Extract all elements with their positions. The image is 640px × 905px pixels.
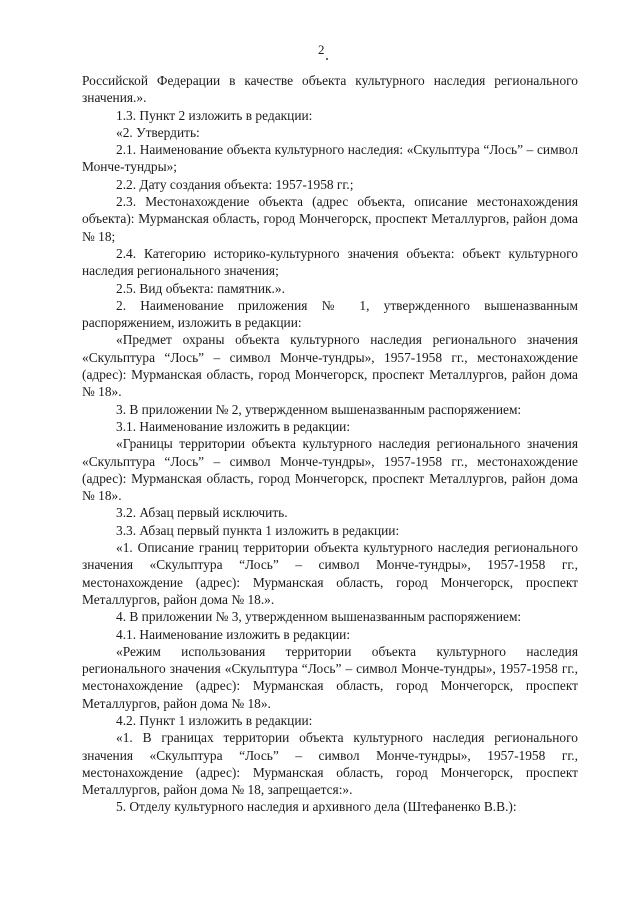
scan-speck xyxy=(326,58,328,60)
paragraph-2-3: 2.3. Местонахождение объекта (адрес объекта, описание местонахождения объекта): Мурманская область, город Мончегорск, проспект Металлургов, район дома № 18; xyxy=(82,194,578,244)
paragraph-1-3: 1.3. Пункт 2 изложить в редакции: xyxy=(116,107,313,123)
paragraph-protection-subject: «Предмет охраны объекта культурного наследия регионального значения «Скульптура “Лось” – символ Монче-тундры», 1957-1958 гг., местонахождение (адрес): Мурманская область, город Мончегорск, проспект Металлургов, район дома № 18». xyxy=(82,332,578,400)
paragraph-3-1: 3.1. Наименование изложить в редакции: xyxy=(116,418,351,434)
paragraph-5: 5. Отделу культурного наследия и архивного дела (Штефаненко В.В.): xyxy=(116,799,517,815)
paragraph-2-4: 2.4. Категорию историко-культурного значения объекта: объект культурного наследия регионального значения; xyxy=(82,245,578,279)
paragraph-prohibited: «1. В границах территории объекта культурного наследия регионального значения «Скульптура “Лось” – символ Монче-тундры», 1957-1958 гг., местонахождение (адрес): Мурманская область, город Мончегорск, проспект Металлургов, район дома № 18, запрещается:». xyxy=(82,730,578,798)
paragraph-border-description: «1. Описание границ территории объекта культурного наследия регионального значения «Скульптура “Лось” – символ Монче-тундры», 1957-1958 гг., местонахождение (адрес): Мурманская область, город Мончегорск, проспект Металлургов, район дома № 18.». xyxy=(82,540,578,607)
paragraph-continuation: Российской Федерации в качестве объекта культурного наследия регионального значения.». xyxy=(82,73,578,106)
paragraph-2-2: 2.2. Дату создания объекта: 1957-1958 гг.; xyxy=(116,176,354,192)
paragraph-4-2: 4.2. Пункт 1 изложить в редакции: xyxy=(116,712,313,728)
paragraph-2: 2. Наименование приложения № 1, утвержденного вышеназванным распоряжением, изложить в редакции: xyxy=(82,297,578,331)
paragraph-2-1: 2.1. Наименование объекта культурного наследия: «Скульптура “Лось” – символ Монче-тундры»; xyxy=(82,142,578,175)
paragraph-approve: «2. Утвердить: xyxy=(116,124,200,140)
paragraph-4-1: 4.1. Наименование изложить в редакции: xyxy=(116,626,351,642)
paragraph-3-2: 3.2. Абзац первый исключить. xyxy=(116,505,288,521)
paragraph-3-3: 3.3. Абзац первый пункта 1 изложить в редакции: xyxy=(116,522,400,538)
paragraph-usage-regime: «Режим использования территории объекта культурного наследия регионального значения «Скульптура “Лось” – символ Монче-тундры», 1957-1958 гг., местонахождение (адрес): Мурманская область, город Мончегорск, проспект Металлургов, район дома № 18». xyxy=(82,643,578,711)
page-number: 2 xyxy=(318,42,325,57)
paragraph-3: 3. В приложении № 2, утвержденном вышеназванным распоряжением: xyxy=(116,401,522,417)
paragraph-2-5: 2.5. Вид объекта: памятник.». xyxy=(116,280,285,296)
paragraph-territory-borders: «Границы территории объекта культурного наследия регионального значения «Скульптура “Лось” – символ Монче-тундры», 1957-1958 гг., местонахождение (адрес): Мурманская область, город Мончегорск, проспект Металлургов, район дома № 18». xyxy=(82,436,578,504)
document-body xyxy=(82,72,578,816)
paragraph-4: 4. В приложении № 3, утвержденном вышеназванным распоряжением: xyxy=(116,609,522,625)
